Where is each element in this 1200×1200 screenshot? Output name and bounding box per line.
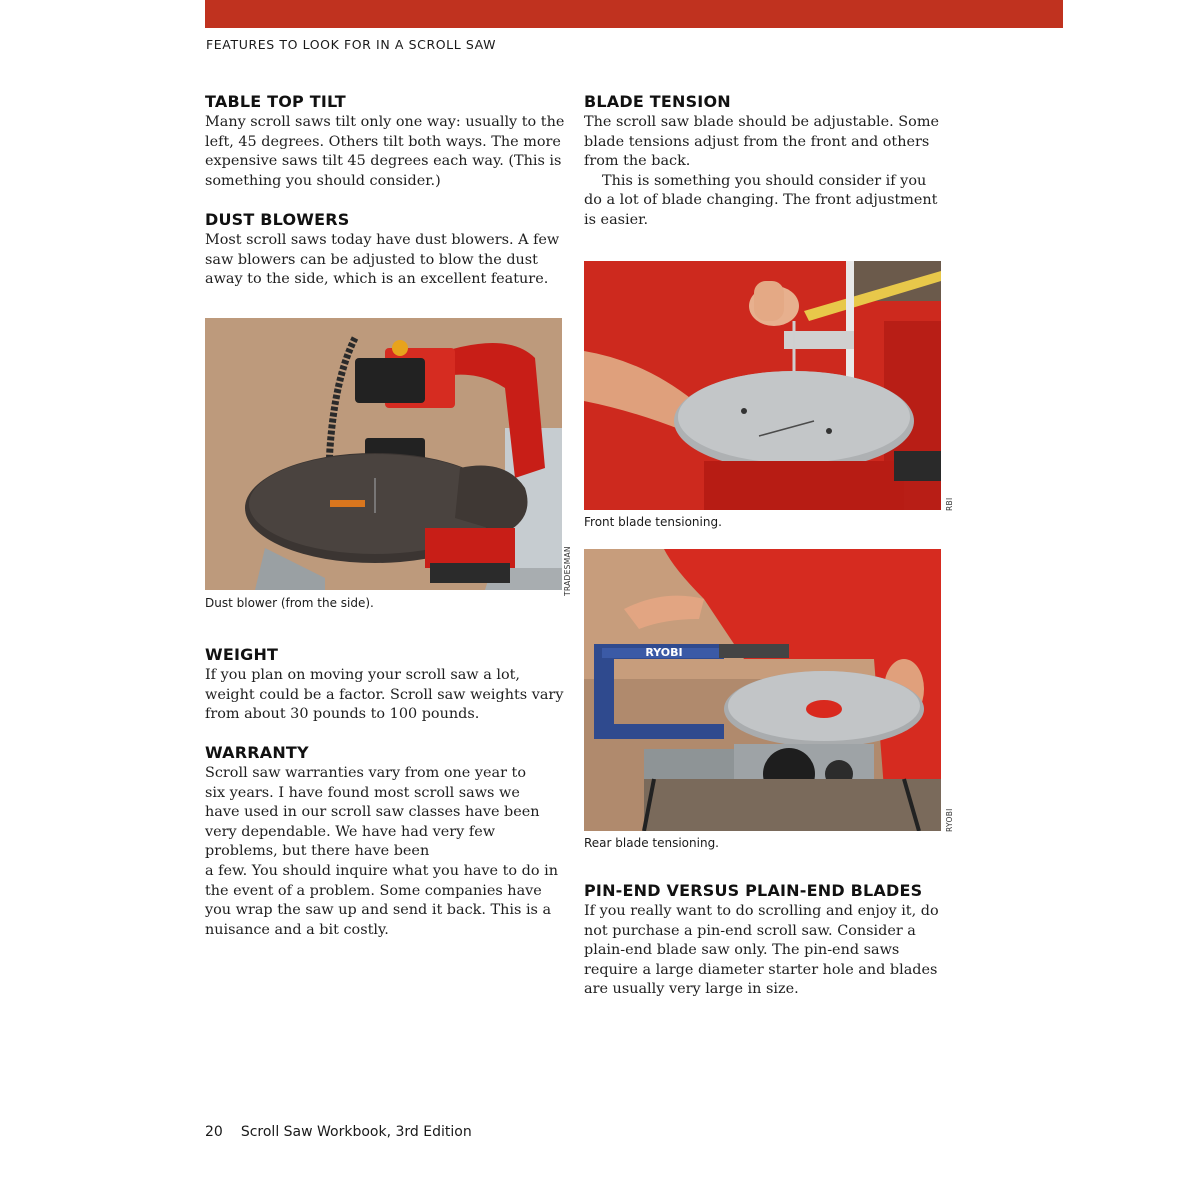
top-accent-bar	[205, 0, 1063, 28]
ryobi-label: RYOBI	[645, 646, 683, 659]
caption-front-blade-tensioning: Front blade tensioning.	[584, 515, 722, 529]
section-warranty	[205, 743, 565, 940]
text-warranty-1: Scroll saw warranties vary from one year to six years. I have found most scroll saws we have used in our scroll saw classes have been very dependable. We have had very few problems, but there have been	[205, 765, 540, 860]
page-folio	[205, 1124, 472, 1140]
credit-front-blade-tensioning: RBI	[945, 497, 954, 511]
text-table-top-tilt: Many scroll saws tilt only one way: usually to the left, 45 degrees. Others tilt both ways. The more expensive saws tilt 45 degrees each way. (This is something you should consider.)	[205, 114, 565, 189]
heading-warranty: WARRANTY	[205, 743, 309, 762]
section-dust-blowers	[205, 210, 565, 290]
text-dust-blowers: Most scroll saws today have dust blowers. A few saw blowers can be adjusted to blow the dust away to the side, which is an excellent feature.	[205, 232, 560, 288]
photo-dust-blower	[205, 318, 562, 590]
heading-pin-end-blades: PIN-END VERSUS PLAIN-END BLADES	[584, 881, 923, 900]
section-weight	[205, 645, 565, 725]
photo-rear-blade-tensioning	[584, 549, 941, 831]
running-head: FEATURES TO LOOK FOR IN A SCROLL SAW	[206, 37, 497, 52]
heading-table-top-tilt: TABLE TOP TILT	[205, 92, 346, 111]
caption-dust-blower: Dust blower (from the side).	[205, 596, 374, 610]
credit-dust-blower: TRADESMAN	[563, 546, 572, 596]
section-table-top-tilt	[205, 92, 565, 191]
heading-blade-tension: BLADE TENSION	[584, 92, 731, 111]
heading-weight: WEIGHT	[205, 645, 279, 664]
photo-front-blade-tensioning	[584, 261, 941, 510]
section-blade-tension	[584, 92, 944, 231]
section-pin-end-blades	[584, 881, 944, 1000]
text-warranty-2: a few. You should inquire what you have to do in the event of a problem. Some companies have you wrap the saw up and send it back. This is a nuisance and a bit costly.	[205, 862, 558, 938]
book-title: Scroll Saw Workbook, 3rd Edition	[240, 1124, 472, 1140]
caption-rear-blade-tensioning: Rear blade tensioning.	[584, 836, 719, 850]
text-blade-tension-1: The scroll saw blade should be adjustable. Some blade tensions adjust from the front and others from the back.	[584, 114, 939, 170]
text-blade-tension-2: This is something you should consider if you do a lot of blade changing. The front adjustment is easier.	[584, 172, 938, 228]
text-pin-end-blades: If you really want to do scrolling and enjoy it, do not purchase a pin-end scroll saw. Consider a plain-end blade saw only. The pin-end saws require a large diameter starter hole and blades are usually very large in size.	[584, 903, 939, 998]
text-weight: If you plan on moving your scroll saw a lot, weight could be a factor. Scroll saw weights vary from about 30 pounds to 100 pounds.	[205, 667, 564, 723]
heading-dust-blowers: DUST BLOWERS	[205, 210, 350, 229]
page-number: 20	[205, 1124, 223, 1140]
credit-rear-blade-tensioning: RYOBI	[945, 808, 954, 832]
